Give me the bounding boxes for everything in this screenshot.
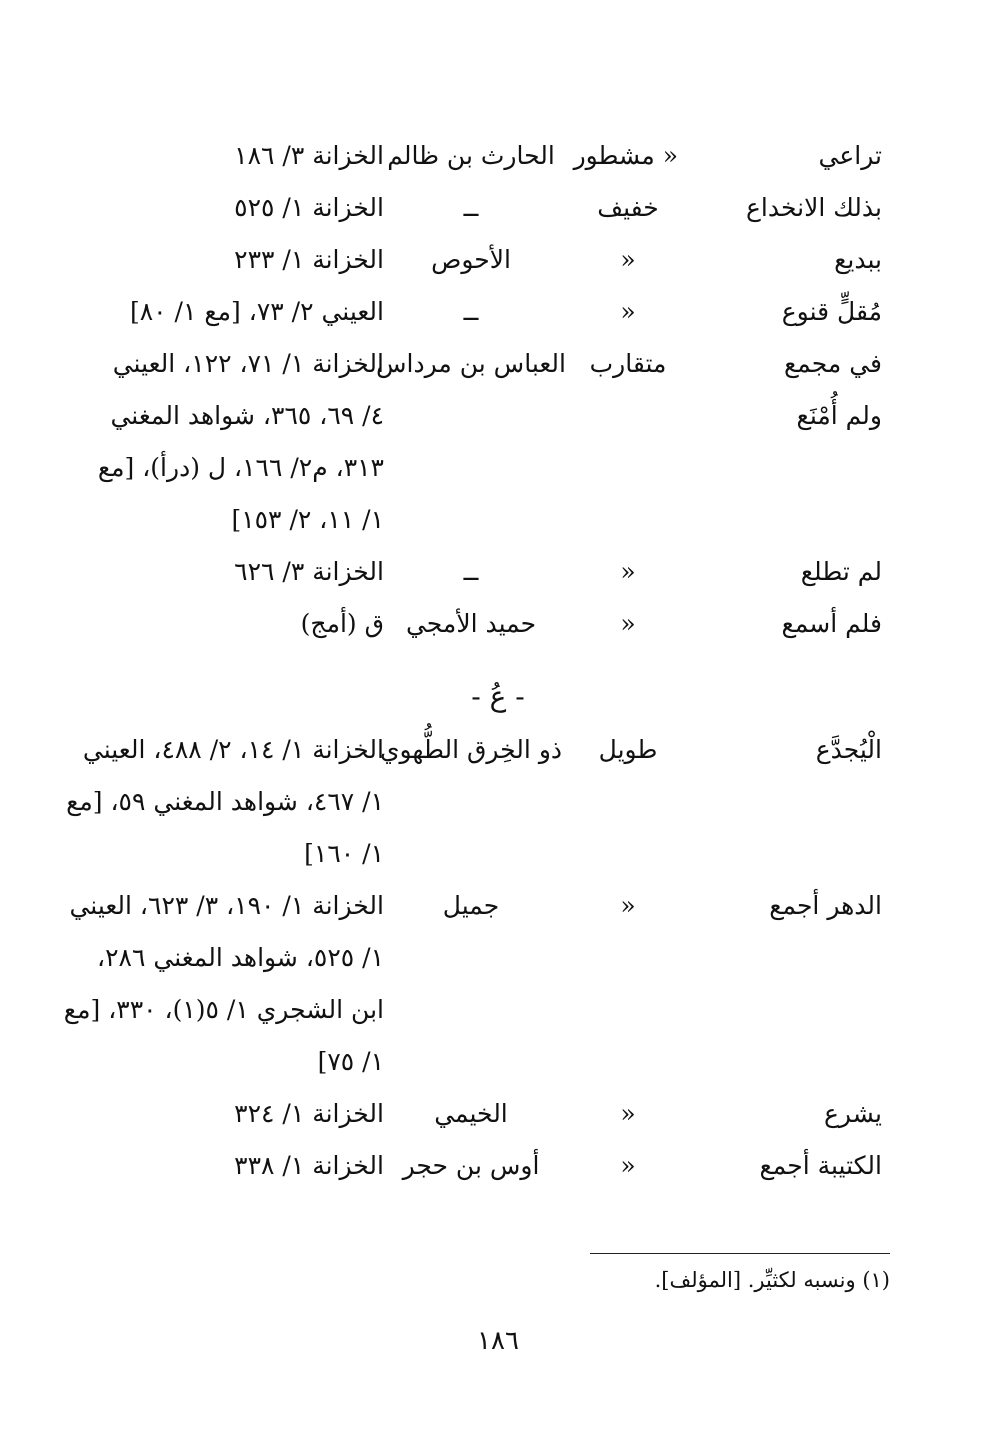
rhyme-word: مُقلٍّ قنوع (781, 297, 882, 326)
source-reference-continued: ١/ ٥٢٥، شواهد المغني ٢٨٦، (97, 943, 384, 972)
entry-row (0, 494, 996, 546)
source-reference-continued: ١/ ١٦٠] (304, 839, 384, 868)
entry-row (0, 932, 996, 984)
source-reference-continued: ابن الشجري ١/ ٥(١)، ٣٣٠، [مع (63, 995, 384, 1024)
source-reference: الخزانة ٣/ ١٨٦ (234, 141, 384, 170)
meter: « (620, 245, 636, 274)
entry-row (0, 1088, 996, 1140)
poet: جميل (442, 891, 500, 920)
rhyme-word: لم تطلع (800, 557, 882, 586)
poet: ذو الخِرق الطُّهوي (379, 735, 563, 764)
meter: « (620, 1151, 636, 1180)
meter: « مشطور (573, 141, 678, 170)
meter: « (620, 297, 636, 326)
source-reference: الخزانة ١/ ١٩٠، ٣/ ٦٢٣، العيني (69, 891, 384, 920)
poet: الأحوص (431, 245, 511, 274)
entry-row (0, 182, 996, 234)
source-reference-continued: ١/ ٤٦٧، شواهد المغني ٥٩، [مع (66, 787, 384, 816)
source-reference: العيني ٢/ ٧٣، [مع ١/ ٨٠] (129, 297, 384, 326)
rhyme-word: تراعي (818, 141, 882, 170)
meter: متقارب (589, 349, 667, 378)
meter: « (620, 557, 636, 586)
footnote-divider (590, 1253, 890, 1254)
poet: أوس بن حجر (402, 1151, 540, 1180)
rhyme-word: فلم أسمع (781, 609, 882, 638)
source-reference: الخزانة ١/ ١٤، ٢/ ٤٨٨، العيني (82, 735, 384, 764)
entry-row (0, 390, 996, 442)
source-reference-continued: ٣١٣، م٢/ ١٦٦، ل (درأ)، [مع (97, 453, 384, 482)
entry-row (0, 546, 996, 598)
rhyme-word: في مجمع (783, 349, 882, 378)
source-reference-continued: ١/ ٧٥] (317, 1047, 384, 1076)
poet: حميد الأمجي (405, 609, 537, 638)
entry-row (0, 880, 996, 932)
source-reference: ق (أمج) (300, 609, 384, 638)
rhyme-word: بذلك الانخداع (746, 193, 882, 222)
entry-row (0, 442, 996, 494)
entry-row (0, 1036, 996, 1088)
meter: « (620, 891, 636, 920)
rhyme-word: ولم أُمْنَع (796, 401, 882, 430)
section-letter-heading: - عُ - (471, 680, 525, 713)
source-reference: الخزانة ١/ ٢٣٣ (234, 245, 384, 274)
entry-row (0, 828, 996, 880)
entry-row (0, 724, 996, 776)
source-reference-continued: ١/ ١١، ٢/ ١٥٣] (231, 505, 384, 534)
entry-row (0, 598, 996, 650)
rhyme-word: الْيُجدَّع (815, 735, 882, 764)
rhyme-word: يشرع (824, 1099, 882, 1128)
source-reference: الخزانة ١/ ٥٢٥ (234, 193, 384, 222)
page-number: ١٨٦ (477, 1326, 519, 1356)
entry-row (0, 338, 996, 390)
poet: الحارث بن ظالم (387, 141, 555, 170)
entry-row (0, 130, 996, 182)
meter: « (620, 609, 636, 638)
source-reference: الخزانة ٣/ ٦٢٦ (234, 557, 384, 586)
meter: خفيف (597, 193, 659, 222)
source-reference: الخزانة ١/ ٣٣٨ (234, 1151, 384, 1180)
source-reference: الخزانة ١/ ٧١، ١٢٢، العيني (112, 349, 384, 378)
meter: « (620, 1099, 636, 1128)
entry-row (0, 234, 996, 286)
entry-row (0, 776, 996, 828)
entry-row (0, 1140, 996, 1192)
rhyme-word: الدهر أجمع (769, 891, 882, 920)
footnote: (١) ونسبه لكثيِّر. [المؤلف]. (654, 1268, 890, 1292)
source-reference-continued: ٤/ ٦٩، ٣٦٥، شواهد المغني (110, 401, 384, 430)
rhyme-word: ببديع (834, 245, 882, 274)
entry-row (0, 286, 996, 338)
rhyme-word: الكتيبة أجمع (759, 1151, 882, 1180)
poet: الخيمي (434, 1099, 508, 1128)
source-reference: الخزانة ١/ ٣٢٤ (234, 1099, 384, 1128)
poet: ــ (463, 557, 479, 586)
meter: طويل (598, 735, 658, 764)
poet: العباس بن مرداس (376, 349, 566, 378)
poet: ــ (463, 297, 479, 326)
poet: ــ (463, 193, 479, 222)
entry-row (0, 984, 996, 1036)
